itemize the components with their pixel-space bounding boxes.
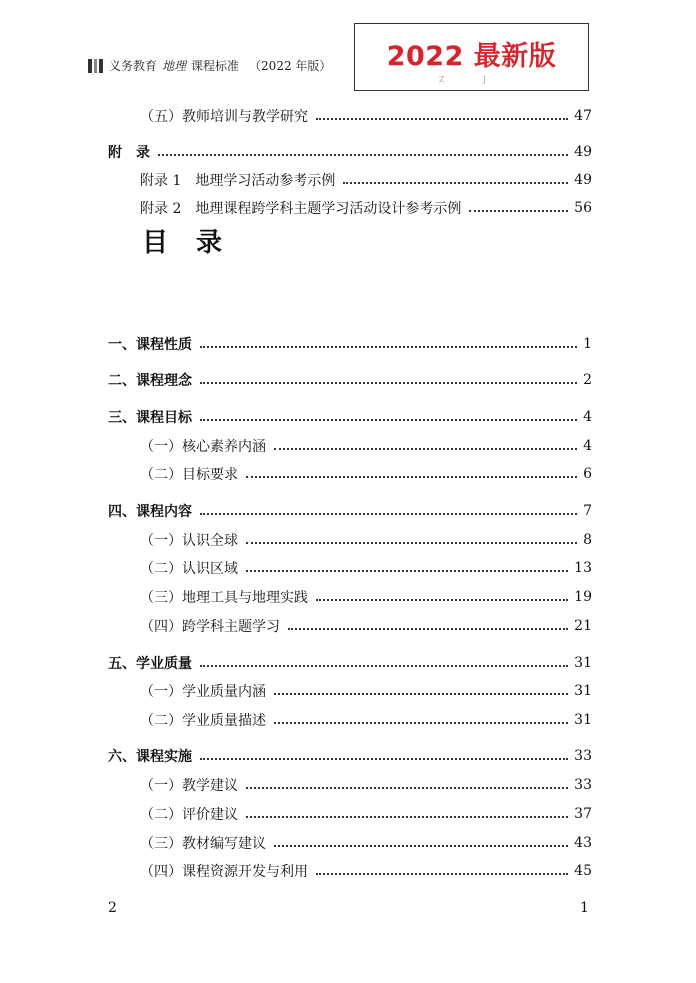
toc-entry[interactable] <box>140 464 592 484</box>
toc-entry-label: 三、课程目标 <box>108 410 192 426</box>
toc-entry-label: （三）地理工具与地理实践 <box>140 590 308 606</box>
toc-entry-page: 49 <box>574 144 592 160</box>
toc-entry[interactable] <box>140 775 592 795</box>
toc-entry-label: 附 录 <box>108 145 150 161</box>
toc-entry-page: 19 <box>574 589 592 605</box>
toc-entry-label: 一、课程性质 <box>108 337 192 353</box>
toc-entry-page: 7 <box>583 503 592 519</box>
toc-entry-label: （二）评价建议 <box>140 807 238 823</box>
leader-dots <box>274 716 568 724</box>
stamp-text: 2022 最新版 <box>386 41 557 72</box>
toc-entry-label: （四）课程资源开发与利用 <box>140 864 308 880</box>
leader-dots <box>274 839 568 847</box>
toc-entry-page: 47 <box>574 108 592 124</box>
running-header <box>88 57 331 74</box>
leader-dots <box>274 442 577 450</box>
toc-entry-page: 31 <box>574 683 592 699</box>
toc-entry-label: （二）目标要求 <box>140 467 238 483</box>
toc-entry[interactable] <box>140 833 592 853</box>
leader-dots <box>200 376 577 384</box>
toc-entry[interactable] <box>140 861 592 881</box>
toc-entry-label: 附录 2 地理课程跨学科主题学习活动设计参考示例 <box>140 201 462 217</box>
toc-entry-label: （二）认识区域 <box>140 561 238 577</box>
toc-entry-label: 五、学业质量 <box>108 656 192 672</box>
leader-dots <box>200 752 568 760</box>
toc-entry-page: 8 <box>583 532 592 548</box>
toc-entry-page: 31 <box>574 655 592 671</box>
page-title: 目录 <box>142 228 251 258</box>
toc-entry-label: 四、课程内容 <box>108 504 192 520</box>
toc-entry-page: 49 <box>574 172 592 188</box>
toc-entry[interactable] <box>108 370 592 390</box>
toc-entry-page: 43 <box>574 835 592 851</box>
toc-entry[interactable] <box>140 198 592 218</box>
toc-entry-label: 六、课程实施 <box>108 749 192 765</box>
leader-dots <box>316 593 568 601</box>
toc-entry-page: 1 <box>583 336 592 352</box>
toc-entry-page: 13 <box>574 560 592 576</box>
toc-entry[interactable] <box>140 530 592 550</box>
toc-entry-label: （一）学业质量内涵 <box>140 684 266 700</box>
header-subject: 地理 <box>162 59 187 73</box>
leader-dots <box>200 413 577 421</box>
leader-dots <box>469 204 568 212</box>
leader-dots <box>200 340 577 348</box>
leader-dots <box>274 687 568 695</box>
toc-entry-label: （一）核心素养内涵 <box>140 439 266 455</box>
leader-dots <box>200 507 577 515</box>
toc-entry[interactable] <box>108 142 592 162</box>
toc-entry[interactable] <box>140 170 592 190</box>
header-series: 义务教育 <box>109 59 158 73</box>
header-title: 课程标准 <box>191 59 240 73</box>
toc-entry-page: 45 <box>574 863 592 879</box>
page-number-right: 1 <box>580 900 589 916</box>
edition-stamp <box>354 23 589 91</box>
leader-dots <box>316 867 568 875</box>
toc-entry[interactable] <box>140 436 592 456</box>
toc-entry[interactable] <box>140 587 592 607</box>
toc-entry[interactable] <box>108 653 592 673</box>
toc-entry-label: （三）教材编写建议 <box>140 836 266 852</box>
toc-entry[interactable] <box>140 106 592 126</box>
toc-entry[interactable] <box>108 746 592 766</box>
toc-entry-label: （四）跨学科主题学习 <box>140 619 280 635</box>
leader-dots <box>246 564 568 572</box>
toc-entry[interactable] <box>140 681 592 701</box>
stamp-watermark: Z J <box>438 75 505 84</box>
leader-dots <box>246 781 568 789</box>
leader-dots <box>316 112 568 120</box>
leader-dots <box>200 659 568 667</box>
toc-entry[interactable] <box>108 501 592 521</box>
leader-dots <box>246 536 577 544</box>
toc-entry-page: 37 <box>574 806 592 822</box>
page-number-left: 2 <box>108 900 117 916</box>
toc-entry[interactable] <box>140 710 592 730</box>
toc-entry-page: 33 <box>574 748 592 764</box>
leader-dots <box>158 148 568 156</box>
toc-entry-page: 33 <box>574 777 592 793</box>
toc-entry-label: （一）认识全球 <box>140 533 238 549</box>
toc-entry[interactable] <box>140 804 592 824</box>
toc-entry[interactable] <box>108 407 592 427</box>
toc-entry[interactable] <box>108 334 592 354</box>
leader-dots <box>343 176 568 184</box>
leader-dots <box>288 622 568 630</box>
toc-entry-label: （二）学业质量描述 <box>140 713 266 729</box>
toc-entry-label: （五）教师培训与教学研究 <box>140 109 308 125</box>
leader-dots <box>246 810 568 818</box>
toc-entry-page: 31 <box>574 712 592 728</box>
toc-entry-label: （一）教学建议 <box>140 778 238 794</box>
toc-entry[interactable] <box>140 558 592 578</box>
toc-entry-page: 6 <box>583 466 592 482</box>
toc-entry-label: 二、课程理念 <box>108 373 192 389</box>
toc-entry-page: 4 <box>583 438 592 454</box>
toc-entry-page: 4 <box>583 409 592 425</box>
header-bar-icon <box>88 59 103 73</box>
header-edition: （2022 年版） <box>249 59 332 73</box>
toc-entry-label: 附录 1 地理学习活动参考示例 <box>140 173 336 189</box>
toc-entry[interactable] <box>140 616 592 636</box>
toc-entry-page: 56 <box>574 200 592 216</box>
toc-entry-page: 21 <box>574 618 592 634</box>
leader-dots <box>246 470 577 478</box>
toc-entry-page: 2 <box>583 372 592 388</box>
